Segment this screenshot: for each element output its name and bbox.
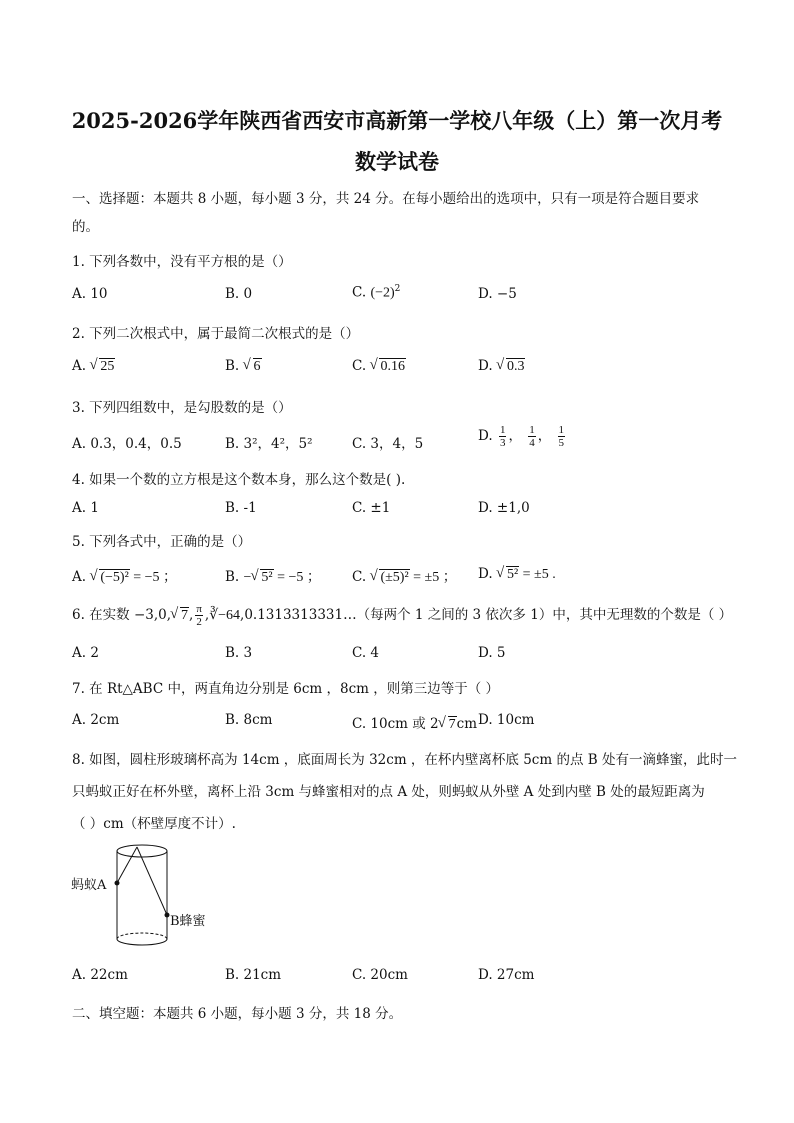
q5-option-c: C. √ (±5)² = ±5 ； [352, 566, 457, 586]
path-segment-1 [117, 847, 137, 883]
q8-option-b: B. 21cm [225, 967, 282, 983]
q2-option-d: D. √ 0.3 [478, 358, 525, 375]
cylinder-top [117, 845, 167, 857]
q1-option-b: B. 0 [225, 286, 253, 302]
q8-option-a: A. 22cm [72, 967, 128, 983]
exam-title: 2025-2026学年陕西省西安市高新第一学校八年级（上）第一次月考 [71, 108, 723, 133]
fraction: $\frac{\pi}{2}$ [196, 603, 202, 628]
q4-option-c: C. ±1 [352, 500, 391, 516]
cylinder-diagram [70, 838, 230, 958]
q4-stem: 4. 如果一个数的立方根是这个数本身，那么这个数是( ). [72, 472, 406, 488]
q2-option-c: C. √ 0.16 [352, 358, 406, 375]
cylinder-bottom-front [117, 939, 167, 945]
section1-header: 一、选择题：本题共 8 小题，每小题 3 分，共 24 分。在每小题给出的选项中，只有一项是符合题目要求 [72, 191, 700, 207]
sqrt-symbol: √ 25 [90, 359, 115, 375]
q1-option-c: C. $(-2)^2$ [352, 284, 401, 301]
q8-stem-line2: 只蚂蚁正好在杯外壁，离杯上沿 3cm 与蜂蜜相对的点 A 处，则蚂蚁从外壁 A 处到内壁 B 处的最短距离为 [72, 784, 705, 800]
q7-option-b: B. 8cm [225, 712, 273, 728]
sqrt-symbol: √ 0.16 [370, 359, 406, 375]
q7-stem: 7. 在 Rt△ABC 中，两直角边分别是 6cm ，8cm ，则第三边等于（ ） [72, 681, 500, 697]
sqrt-symbol: √ 0.3 [497, 359, 526, 375]
label-b-honey: B蜂蜜 [170, 914, 206, 929]
point-a [115, 881, 120, 886]
fraction: $\frac{1}{4}$ [529, 424, 535, 449]
q7-option-a: A. 2cm [72, 712, 120, 728]
q3-option-b: B. 3²，4²，5² [225, 436, 313, 452]
sqrt-symbol: √ 5² [497, 567, 519, 583]
q8-stem-line1: 8. 如图，圆柱形玻璃杯高为 14cm ，底面周长为 32cm ，在杯内壁离杯底 5cm 的点 B 处有一滴蜂蜜，此时一 [72, 752, 737, 768]
q6-option-b: B. 3 [225, 645, 253, 661]
cylinder-bottom-back [117, 933, 167, 939]
q8-option-d: D. 27cm [478, 967, 535, 983]
path-segment-2 [137, 847, 167, 915]
q4-option-d: D. ±1,0 [478, 500, 530, 516]
sqrt-symbol: √ (−5)² [90, 570, 129, 586]
section1-header-cont: 的。 [72, 219, 99, 235]
q7-option-c: C. 10cm 或 2√ 7cm [352, 712, 477, 733]
cylinder-figure [70, 838, 230, 958]
q1-option-d: D. −5 [478, 286, 517, 302]
q5-option-a: A. √ (−5)² = −5 ； [72, 566, 177, 586]
sqrt-symbol: √ 7 [171, 608, 189, 624]
fraction: $\frac{1}{5}$ [558, 424, 565, 449]
sqrt-symbol: √ 6 [244, 359, 262, 375]
point-b [165, 913, 170, 918]
q5-option-d: D. √ 5² = ±5 . [478, 566, 556, 583]
q6-stem: 6. 在实数 −3,0,√ 7, $\frac{\pi}{2}$ ,∛−64,0.1313313331…（每两个 1 之间的 3 依次多 1）中，其中无理数的个数是（ ） [72, 603, 732, 628]
label-ant-a: 蚂蚁A [71, 878, 107, 893]
q8-option-c: C. 20cm [352, 967, 408, 983]
q3-option-d: D. $\frac{1}{3}$ ， $\frac{1}{4}$ ， $\frac{1}{5}$ [478, 424, 565, 449]
q4-option-b: B. -1 [225, 500, 257, 516]
q8-stem-line3: （ ）cm（杯壁厚度不计）. [72, 816, 236, 832]
q4-option-a: A. 1 [72, 500, 99, 516]
q5-stem: 5. 下列各式中，正确的是（） [72, 534, 252, 550]
q6-option-d: D. 5 [478, 645, 506, 661]
sqrt-symbol: √ (±5)² [370, 570, 409, 586]
q6-option-a: A. 2 [72, 645, 99, 661]
q1-option-a: A. 10 [72, 286, 108, 302]
q2-option-a: A. √ 25 [72, 358, 115, 375]
q3-option-a: A. 0.3，0.4，0.5 [72, 436, 182, 452]
q3-option-c: C. 3，4，5 [352, 436, 424, 452]
exam-subtitle: 数学试卷 [355, 149, 439, 174]
sqrt-symbol: √ 7 [439, 717, 457, 733]
q2-stem: 2. 下列二次根式中，属于最简二次根式的是（） [72, 326, 360, 342]
q1-stem: 1. 下列各数中，没有平方根的是（） [72, 254, 292, 270]
q3-stem: 3. 下列四组数中，是勾股数的是（） [72, 400, 292, 416]
fraction: $\frac{1}{3}$ [499, 424, 506, 449]
q6-option-c: C. 4 [352, 645, 380, 661]
section2-header: 二、填空题：本题共 6 小题，每小题 3 分，共 18 分。 [72, 1006, 403, 1022]
q2-option-b: B. √ 6 [225, 358, 262, 375]
q7-option-d: D. 10cm [478, 712, 535, 728]
sqrt-symbol: √ 5² [251, 570, 273, 586]
q5-option-b: B. −√ 5² = −5 ； [225, 566, 321, 586]
